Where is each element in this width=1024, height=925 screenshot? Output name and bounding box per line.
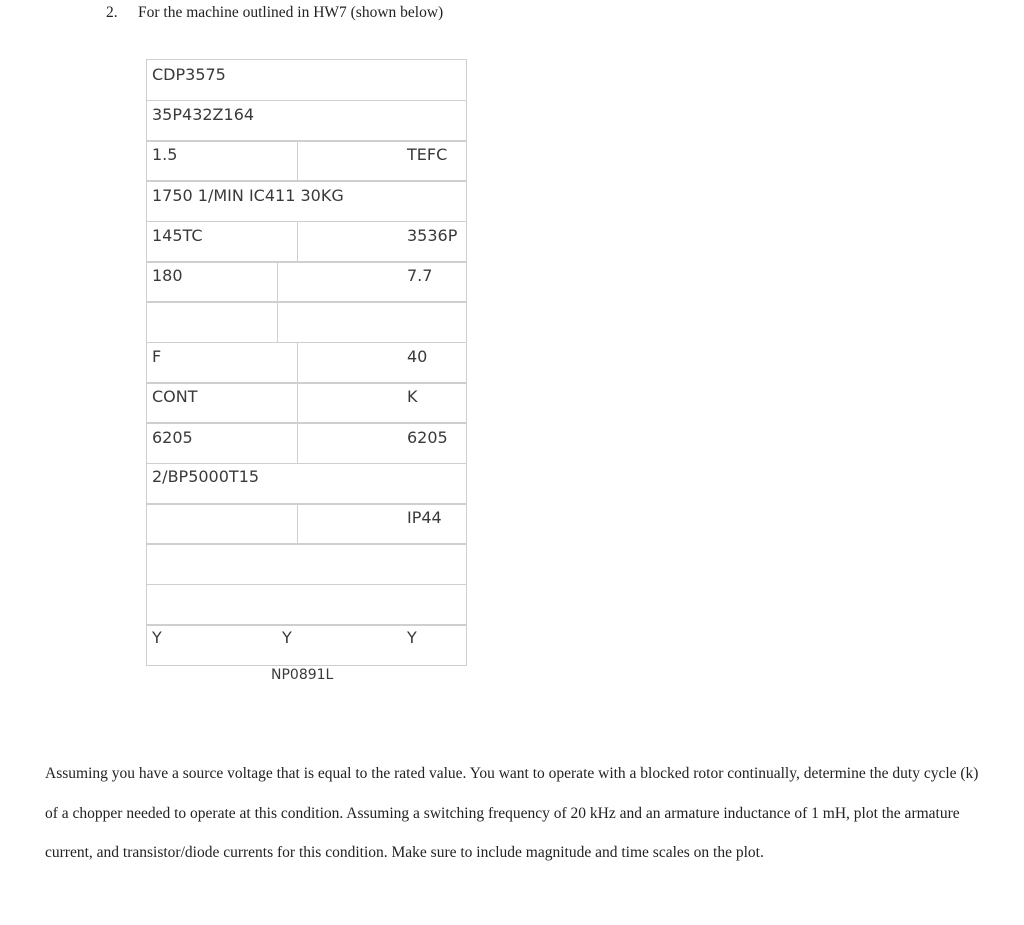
cat-no-value: CDP3575 xyxy=(152,65,226,84)
brg-ode-value: 6205 xyxy=(407,428,448,447)
insul-value: F xyxy=(152,347,162,366)
type-value: 3536P xyxy=(407,226,458,245)
frame-value: 145TC xyxy=(152,226,203,245)
arm-a-box xyxy=(277,261,467,303)
aprv-ul-value: Y xyxy=(407,628,417,647)
question-heading xyxy=(106,4,443,22)
brushes-value: 2/BP5000T15 xyxy=(152,467,260,486)
arm-a-value: 7.7 xyxy=(407,266,433,285)
nameplate-code: NP0891L xyxy=(271,667,334,683)
ser-box xyxy=(146,543,467,585)
encl-value: TEFC xyxy=(407,145,448,164)
problem-statement: Assuming you have a source voltage that is equal to the rated value. You want to operate with a blocked rotor continually, determine the duty cycle (k) of a chopper needed to operate at this condition. Assuming a switching frequency of 20 kHz and an armature inductance of 1 mH, plot the armature current, and transistor/diode currents for this condition. Make sure to include magnitude and time scales on the plot. xyxy=(45,765,979,862)
blank-left-box xyxy=(146,503,298,545)
supply-value: K xyxy=(407,387,418,406)
question-text: For the machine outlined in HW7 (shown below) xyxy=(138,4,444,21)
aprv-ce-value: Y xyxy=(152,628,162,647)
brg-de-value: 6205 xyxy=(152,428,193,447)
fld-v-box xyxy=(146,301,278,343)
blank-ip-value: IP44 xyxy=(407,508,442,527)
question-number: 2. xyxy=(106,4,118,21)
blank-box xyxy=(146,584,467,626)
supply-box xyxy=(297,382,467,424)
approvals-box xyxy=(146,624,467,666)
duty-value: CONT xyxy=(152,387,198,406)
arm-v-value: 180 xyxy=(152,266,183,285)
insul-box xyxy=(146,342,298,384)
hp-value: 1.5 xyxy=(152,145,178,164)
spec-value: 35P432Z164 xyxy=(152,105,255,124)
aprv-csa-value: Y xyxy=(282,628,292,647)
amb-box xyxy=(297,342,467,384)
rpm-value: 1750 1/MIN IC411 30KG xyxy=(152,186,344,205)
fld-a-box xyxy=(277,301,467,343)
amb-value: 40 xyxy=(407,347,428,366)
